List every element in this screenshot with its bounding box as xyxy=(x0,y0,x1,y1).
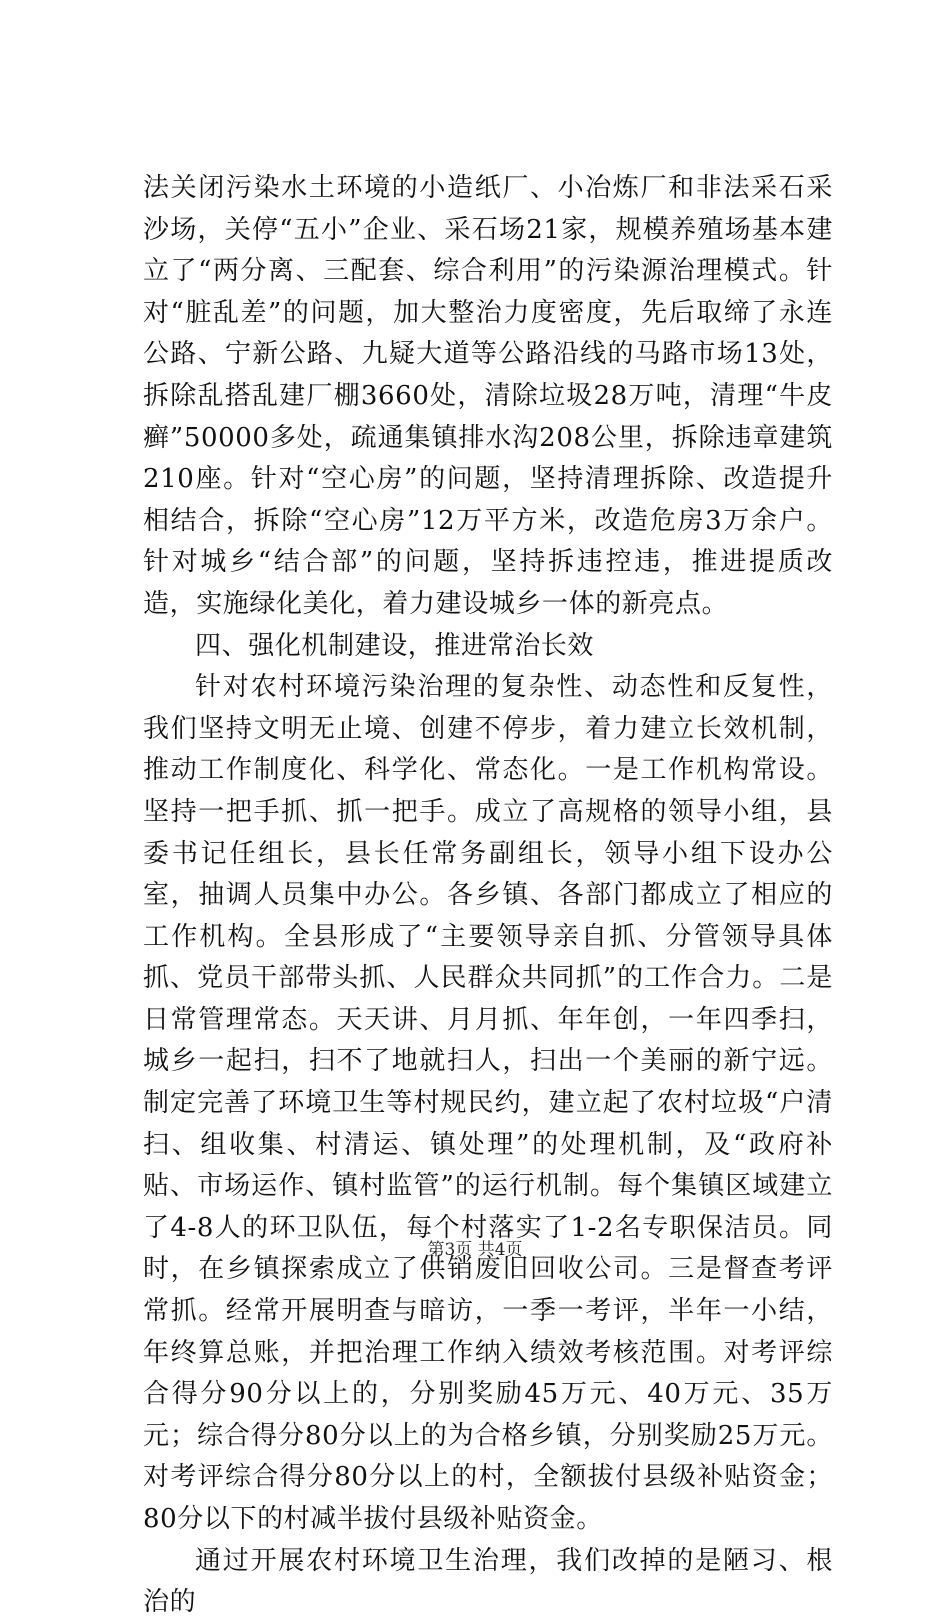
paragraph-continued: 法关闭污染水土环境的小造纸厂、小冶炼厂和非法采石采沙场，关停“五小”企业、采石场21家，规模养殖场基本建立了“两分离、三配套、综合利用”的污染源治理模式。针对“脏乱差”的问题，加大整治力度密度，先后取缔了永连公路、宁新公路、九疑大道等公路沿线的马路市场13处，拆除乱搭乱建厂棚3660处，清除垃圾28万吨，清理“牛皮癣”50000多处，疏通集镇排水沟208公里，拆除违章建筑210座。针对“空心房”的问题，坚持清理拆除、改造提升相结合，拆除“空心房”12万平方米，改造危房3万余户。针对城乡“结合部”的问题，坚持拆违控违，推进提质改造，实施绿化美化，着力建设城乡一体的新亮点。 xyxy=(143,173,833,619)
paragraph: 针对农村环境污染治理的复杂性、动态性和反复性，我们坚持文明无止境、创建不停步，着力建立长效机制，推动工作制度化、科学化、常态化。一是工作机构常设。坚持一把手抓、抓一把手。成立了高规格的领导小组，县委书记任组长，县长任常务副组长，领导小组下设办公室，抽调人员集中办公。各乡镇、各部门都成立了相应的工作机构。全县形成了“主要领导亲自抓、分管领导具体抓、党员干部带头抓、人民群众共同抓”的工作合力。二是日常管理常态。天天讲、月月抓、年年创，一年四季扫，城乡一起扫，扫不了地就扫人，扫出一个美丽的新宁远。制定完善了环境卫生等村规民约，建立起了农村垃圾“户清扫、组收集、村清运、镇处理”的处理机制，及“政府补贴、市场运作、镇村监管”的运行机制。每个集镇区域建立了4-8人的环卫队伍，每个村落实了1-2名专职保洁员。同时，在乡镇探索成立了供销废旧回收公司。三是督查考评常抓。经常开展明查与暗访，一季一考评，半年一小结，年终算总账，并把治理工作纳入绩效考核范围。对考评综合得分90分以上的，分别奖励45万元、40万元、35万元；综合得分80分以上的为合格乡镇，分别奖励25万元。对考评综合得分80分以上的村，全额拔付县级补贴资金；80分以下的村减半拔付县级补贴资金。 xyxy=(143,672,833,1534)
page-number-footer: 第3页 共4页 xyxy=(427,1240,523,1260)
document-body xyxy=(143,168,833,1624)
paragraph: 通过开展农村环境卫生治理，我们改掉的是陋习、根治的 xyxy=(143,1545,833,1618)
section-heading: 四、强化机制建设，推进常治长效 xyxy=(195,630,595,661)
